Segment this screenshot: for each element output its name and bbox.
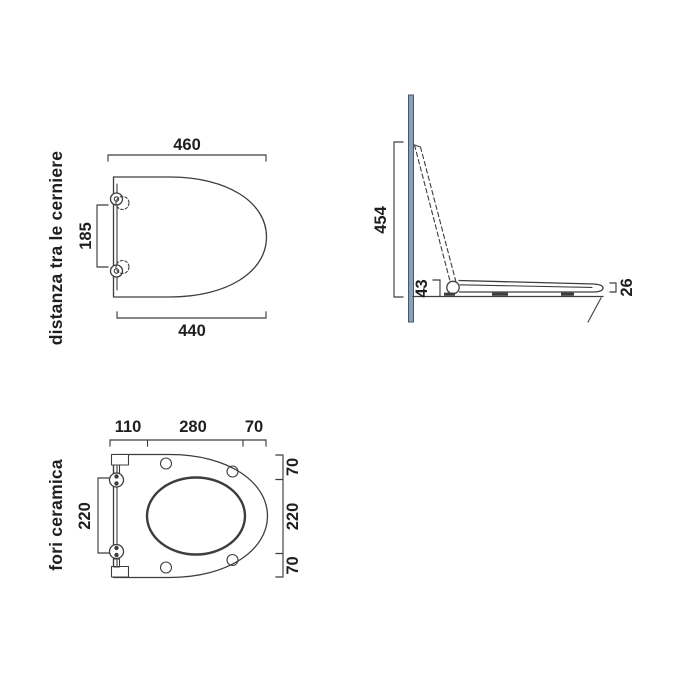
hinge-tab-bottom <box>112 567 129 578</box>
dim-value: 43 <box>413 279 431 298</box>
dim-line <box>276 455 283 577</box>
fixing-dot <box>114 553 118 557</box>
dim-hole-spacing <box>76 478 109 553</box>
fixing-dot <box>114 474 118 478</box>
dim-hinge-distance <box>77 205 108 267</box>
fixing-dot <box>114 481 118 485</box>
dim-line <box>110 440 266 446</box>
dim-line <box>433 280 440 296</box>
dim-line <box>108 155 266 161</box>
dim-value: 460 <box>173 136 201 154</box>
raised-lid <box>415 145 457 284</box>
bottom-view <box>46 418 302 578</box>
dim-value: 110 <box>114 418 142 436</box>
dim-value: 220 <box>284 502 302 531</box>
lid-dashed-line <box>415 145 451 283</box>
seat-inner-line <box>460 285 592 288</box>
dim-hinge-height <box>413 279 440 297</box>
dim-value: 26 <box>618 278 636 297</box>
top-view-label: distanza tra le cerniere <box>46 150 66 346</box>
dim-right-column <box>276 455 302 577</box>
dim-value: 185 <box>77 222 95 250</box>
bumper-circle <box>161 562 172 573</box>
dim-value: 70 <box>244 418 264 436</box>
dim-value: 440 <box>178 322 206 340</box>
dim-value: 280 <box>179 418 207 436</box>
dim-line <box>394 142 403 297</box>
dim-lid-height <box>372 142 403 297</box>
dim-value: 454 <box>372 206 390 234</box>
hinge-circle <box>447 281 459 293</box>
bumper-circle <box>161 458 172 469</box>
side-view <box>372 95 636 322</box>
dim-value: 70 <box>284 457 302 477</box>
lid-dashed-line <box>421 147 457 284</box>
hinge-tab-top <box>112 455 129 466</box>
dim-value: 220 <box>76 502 94 530</box>
bowl-opening <box>147 478 245 555</box>
fixing-dot <box>114 546 118 550</box>
bumper-holes <box>161 458 239 573</box>
leader-line <box>588 298 601 322</box>
dim-line <box>98 478 109 553</box>
bottom-view-label: fori ceramica <box>46 459 66 571</box>
dim-seat-length <box>117 312 266 340</box>
dim-value: 70 <box>284 556 302 575</box>
dim-line <box>97 205 108 267</box>
top-view <box>46 136 267 345</box>
dim-seat-thickness <box>610 278 636 296</box>
dim-top-row <box>110 418 266 446</box>
dim-line <box>610 283 616 292</box>
seat-outline <box>114 177 267 297</box>
dim-overall-length <box>108 136 266 161</box>
dim-line <box>117 312 266 318</box>
